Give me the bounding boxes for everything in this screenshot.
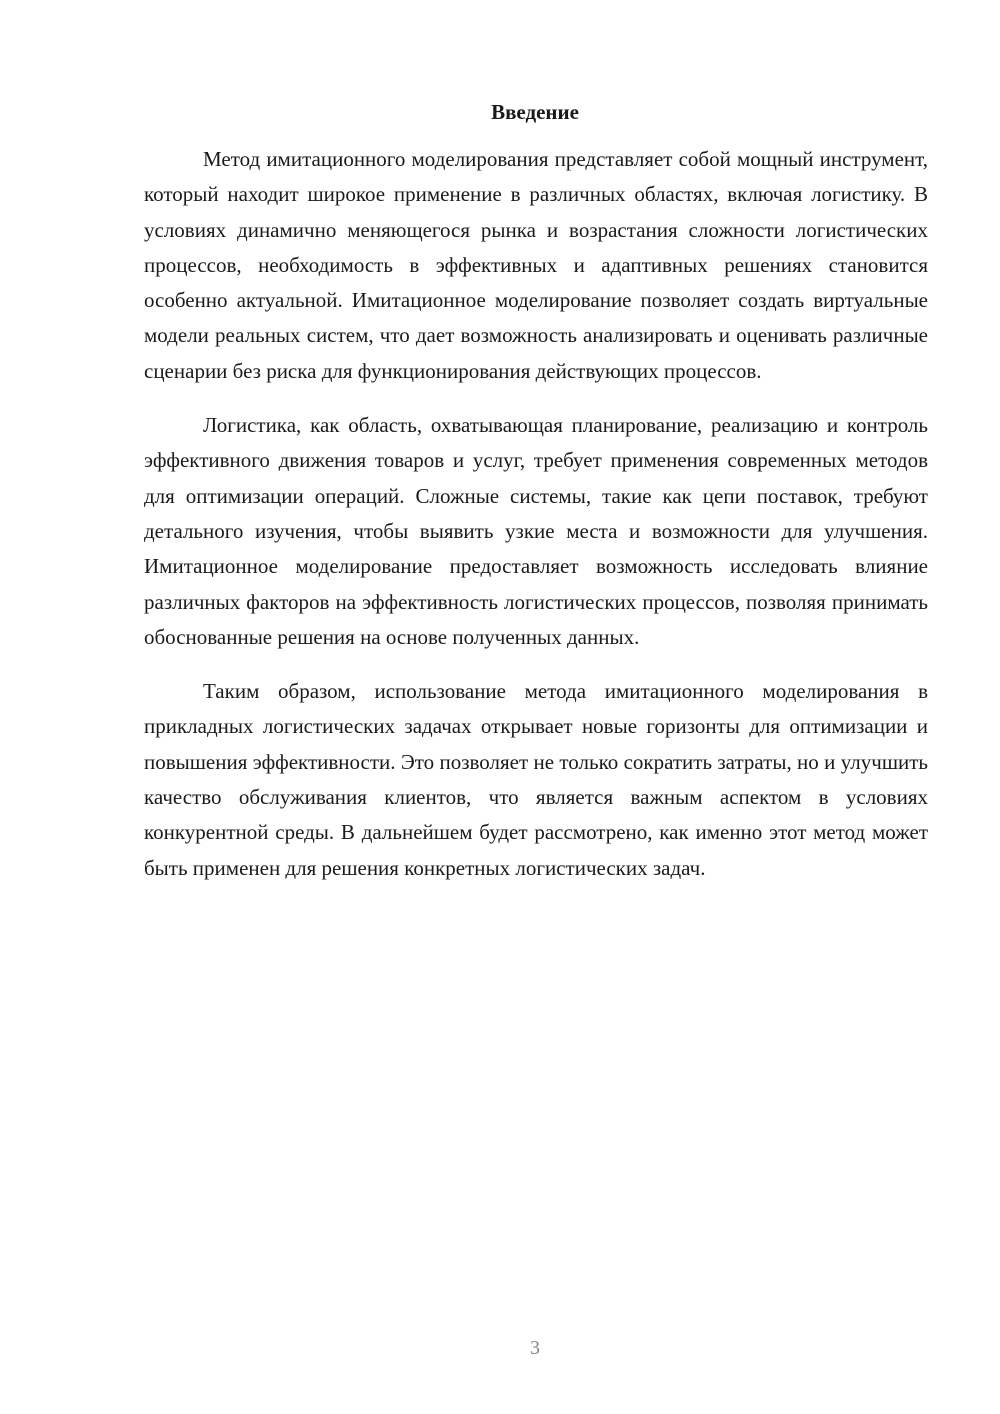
paragraph-3: Таким образом, использование метода имитационного моделирования в прикладных логистических задачах открывает новые горизонты для оптимизации и повышения эффективности. Это позволяет не только сократить затраты, но и улучшить качество обслуживания клиентов, что является важным аспектом в условиях конкурентной среды. В дальнейшем будет рассмотрено, как именно этот метод может быть применен для решения конкретных логистических задач.: [144, 679, 928, 880]
section-title: Введение: [491, 100, 579, 124]
paragraph-2: Логистика, как область, охватывающая планирование, реализацию и контроль эффективного движения товаров и услуг, требует применения современных методов для оптимизации операций. Сложные системы, такие как цепи поставок, требуют детального изучения, чтобы выявить узкие места и возможности для улучшения. Имитационное моделирование предоставляет возможность исследовать влияние различных факторов на эффективность логистических процессов, позволяя принимать обоснованные решения на основе полученных данных.: [144, 413, 928, 649]
paragraph-1: Метод имитационного моделирования представляет собой мощный инструмент, который находит широкое применение в различных областях, включая логистику. В условиях динамично меняющегося рынка и возрастания сложности логистических процессов, необходимость в эффективных и адаптивных решениях становится особенно актуальной. Имитационное моделирование позволяет создать виртуальные модели реальных систем, что дает возможность анализировать и оценивать различные сценарии без риска для функционирования действующих процессов.: [144, 147, 928, 383]
page-number: 3: [530, 1337, 540, 1359]
body-text: [144, 142, 928, 886]
